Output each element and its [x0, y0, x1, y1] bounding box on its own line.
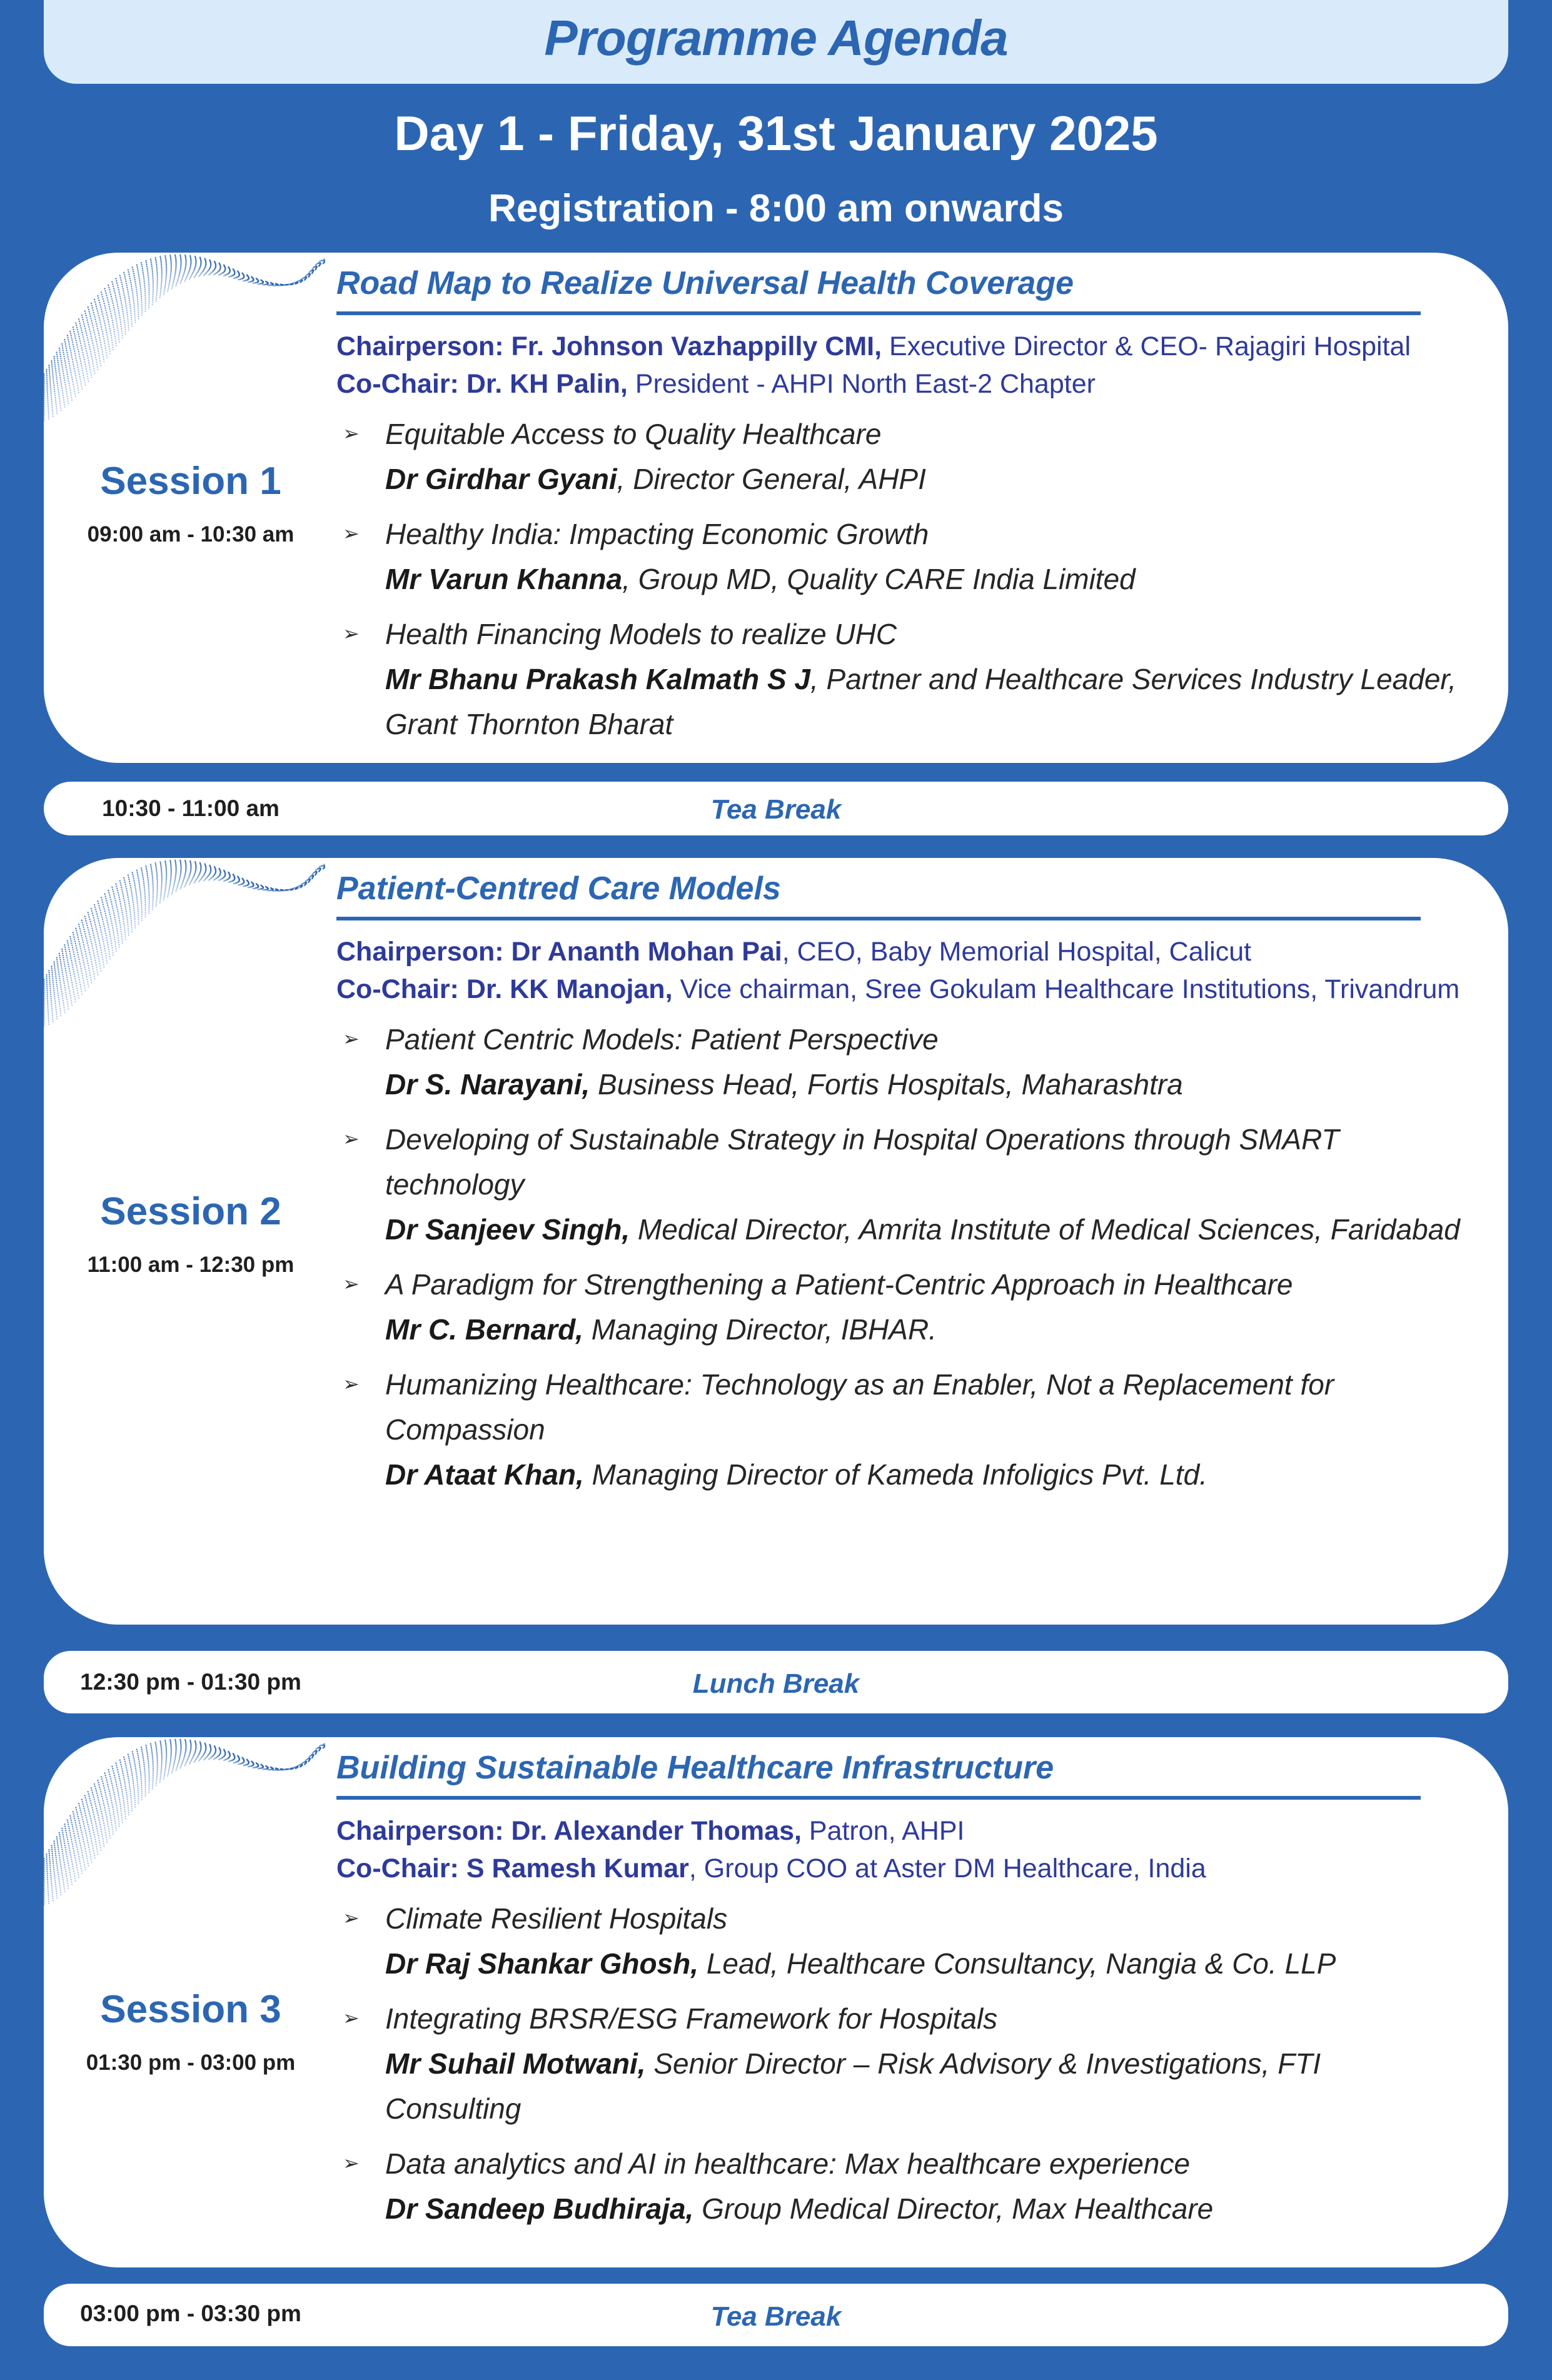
session-content — [336, 858, 1462, 1507]
speaker-name: Dr Ataat Khan, — [385, 1458, 584, 1491]
list-item — [336, 1017, 1462, 1107]
speaker-role: Group Medical Director, Max Healthcare — [693, 2192, 1214, 2225]
talk-topic: Health Financing Models to realize UHC — [385, 618, 897, 650]
arrowhead-bullet-icon: ➢ — [343, 1907, 360, 1929]
list-item — [336, 512, 1462, 602]
speaker-name: Mr Suhail Motwani, — [385, 2047, 646, 2080]
chairperson-line — [336, 933, 1462, 971]
session-name: Session 2 — [100, 1190, 281, 1233]
arrowhead-bullet-icon: ➢ — [343, 1273, 360, 1295]
talk-speaker — [385, 456, 1462, 502]
speaker-role: Managing Director of Kameda Infoligics Pvt. Ltd. — [583, 1458, 1207, 1491]
arrowhead-bullet-icon: ➢ — [343, 1027, 360, 1050]
break-label: Tea Break — [710, 2301, 842, 2332]
talk-topic: Integrating BRSR/ESG Framework for Hospitals — [385, 2002, 998, 2035]
talk-topic: Healthy India: Impacting Economic Growth — [385, 518, 929, 550]
session-label-block — [44, 1987, 338, 2075]
speaker-role: Managing Director, IBHAR. — [583, 1313, 937, 1346]
speaker-name: Dr Sanjeev Singh, — [385, 1213, 630, 1246]
break-bar-3 — [44, 2284, 1508, 2346]
speaker-role: , Partner and Healthcare Services Industry Leader, Grant Thornton Bharat — [385, 663, 1456, 740]
cochair-line — [336, 365, 1462, 403]
cochair-name: Co-Chair: Dr. KH Palin, — [336, 369, 628, 399]
break-bar-2 — [44, 1651, 1508, 1713]
break-time: 10:30 - 11:00 am — [102, 795, 280, 821]
agenda-banner — [44, 0, 1508, 84]
cochair-name: Co-Chair: S Ramesh Kumar — [336, 1853, 689, 1883]
arrowhead-bullet-icon: ➢ — [343, 1127, 360, 1150]
session-card-2 — [44, 858, 1508, 1625]
day-heading: Day 1 - Friday, 31st January 2025 — [394, 106, 1158, 161]
talk-topic: Data analytics and AI in healthcare: Max healthcare experience — [385, 2147, 1191, 2180]
cochair-role: Vice chairman, Sree Gokulam Healthcare Institutions, Trivandrum — [672, 974, 1460, 1004]
list-item — [336, 2141, 1462, 2231]
talk-list — [336, 1896, 1462, 2231]
session-name: Session 3 — [100, 1988, 281, 2031]
session-time: 01:30 pm - 03:00 pm — [86, 2050, 296, 2075]
dotted-wave-decoration — [44, 253, 325, 421]
speaker-role: Medical Director, Amrita Institute of Medical Sciences, Faridabad — [630, 1213, 1460, 1246]
arrowhead-bullet-icon: ➢ — [343, 522, 360, 545]
speaker-name: Mr Bhanu Prakash Kalmath S J — [385, 663, 810, 695]
list-item — [336, 1896, 1462, 1986]
arrowhead-bullet-icon: ➢ — [343, 422, 360, 445]
talk-speaker — [385, 557, 1462, 602]
chairperson-name: Chairperson: Fr. Johnson Vazhappilly CMI, — [336, 331, 882, 361]
talk-speaker — [385, 1941, 1462, 1986]
session-title: Patient-Centred Care Models — [336, 870, 781, 907]
session-label-block — [44, 1189, 338, 1278]
talk-topic: Climate Resilient Hospitals — [385, 1902, 728, 1935]
chairperson-role: Patron, AHPI — [801, 1816, 965, 1846]
speaker-role: Senior Director – Risk Advisory & Investigations, FTI Consulting — [385, 2047, 1321, 2125]
title-underline — [336, 917, 1421, 920]
talk-topic: Equitable Access to Quality Healthcare — [385, 418, 882, 450]
list-item — [336, 411, 1462, 502]
chairperson-line — [336, 328, 1462, 365]
page-title: Programme Agenda — [544, 10, 1008, 66]
talk-list — [336, 411, 1462, 747]
arrowhead-bullet-icon: ➢ — [343, 2007, 360, 2029]
chairperson-line — [336, 1812, 1462, 1850]
chairperson-role: , CEO, Baby Memorial Hospital, Calicut — [782, 937, 1252, 967]
break-time: 12:30 pm - 01:30 pm — [80, 1669, 301, 1695]
break-time: 03:00 pm - 03:30 pm — [80, 2301, 301, 2326]
speaker-role: Lead, Healthcare Consultancy, Nangia & Co. LLP — [698, 1947, 1336, 1980]
title-underline — [336, 311, 1421, 315]
talk-speaker — [385, 657, 1462, 747]
speaker-name: Dr Girdhar Gyani — [385, 463, 617, 495]
list-item — [336, 1262, 1462, 1352]
break-bar-1 — [44, 782, 1508, 835]
session-title: Building Sustainable Healthcare Infrastructure — [336, 1750, 1054, 1786]
chairperson-role: Executive Director & CEO- Rajagiri Hospital — [882, 331, 1411, 361]
break-label: Lunch Break — [692, 1668, 860, 1699]
talk-speaker — [385, 2041, 1462, 2131]
talk-topic: A Paradigm for Strengthening a Patient-Centric Approach in Healthcare — [385, 1268, 1293, 1301]
talk-speaker — [385, 1307, 1462, 1352]
list-item — [336, 1996, 1462, 2131]
cochair-line — [336, 1850, 1462, 1887]
speaker-role: , Group MD, Quality CARE India Limited — [622, 563, 1136, 595]
talk-topic: Humanizing Healthcare: Technology as an Enabler, Not a Replacement for Compassion — [385, 1368, 1334, 1446]
talk-topic: Patient Centric Models: Patient Perspective — [385, 1023, 939, 1056]
cochair-line — [336, 971, 1462, 1008]
chairperson-name: Chairperson: Dr Ananth Mohan Pai — [336, 937, 782, 967]
speaker-name: Mr Varun Khanna — [385, 563, 623, 595]
session-time: 09:00 am - 10:30 am — [87, 522, 295, 547]
talk-speaker — [385, 1207, 1462, 1252]
speaker-name: Dr Sandeep Budhiraja, — [385, 2192, 694, 2225]
list-item — [336, 612, 1462, 747]
arrowhead-bullet-icon: ➢ — [343, 1373, 360, 1395]
talk-speaker — [385, 1062, 1462, 1107]
chairperson-name: Chairperson: Dr. Alexander Thomas, — [336, 1816, 802, 1846]
cochair-name: Co-Chair: Dr. KK Manojan, — [336, 974, 673, 1004]
session-card-1 — [44, 253, 1508, 763]
dotted-wave-decoration — [44, 1737, 325, 1906]
speaker-name: Mr C. Bernard, — [385, 1313, 583, 1346]
registration-note: Registration - 8:00 am onwards — [488, 187, 1064, 230]
cochair-role: President - AHPI North East-2 Chapter — [627, 369, 1096, 399]
speaker-role: Business Head, Fortis Hospitals, Maharashtra — [590, 1068, 1183, 1101]
speaker-role: , Director General, AHPI — [617, 463, 926, 495]
session-label-block — [44, 459, 338, 547]
list-item — [336, 1117, 1462, 1252]
talk-topic: Developing of Sustainable Strategy in Hospital Operations through SMART technology — [385, 1123, 1339, 1201]
speaker-name: Dr Raj Shankar Ghosh, — [385, 1947, 699, 1980]
speaker-name: Dr S. Narayani, — [385, 1068, 590, 1101]
session-title: Road Map to Realize Universal Health Coverage — [336, 265, 1074, 301]
list-item — [336, 1362, 1462, 1497]
arrowhead-bullet-icon: ➢ — [343, 2152, 360, 2174]
session-name: Session 1 — [100, 460, 281, 503]
arrowhead-bullet-icon: ➢ — [343, 622, 360, 645]
talk-list — [336, 1017, 1462, 1497]
cochair-role: , Group COO at Aster DM Healthcare, India — [688, 1853, 1206, 1883]
session-time: 11:00 am - 12:30 pm — [87, 1253, 295, 1277]
session-card-3 — [44, 1737, 1508, 2267]
break-label: Tea Break — [710, 794, 842, 825]
title-underline — [336, 1796, 1421, 1800]
session-content — [336, 1737, 1462, 2241]
talk-speaker — [385, 1452, 1462, 1497]
talk-speaker — [385, 2186, 1462, 2231]
dotted-wave-decoration — [44, 858, 325, 1027]
session-content — [336, 253, 1462, 757]
